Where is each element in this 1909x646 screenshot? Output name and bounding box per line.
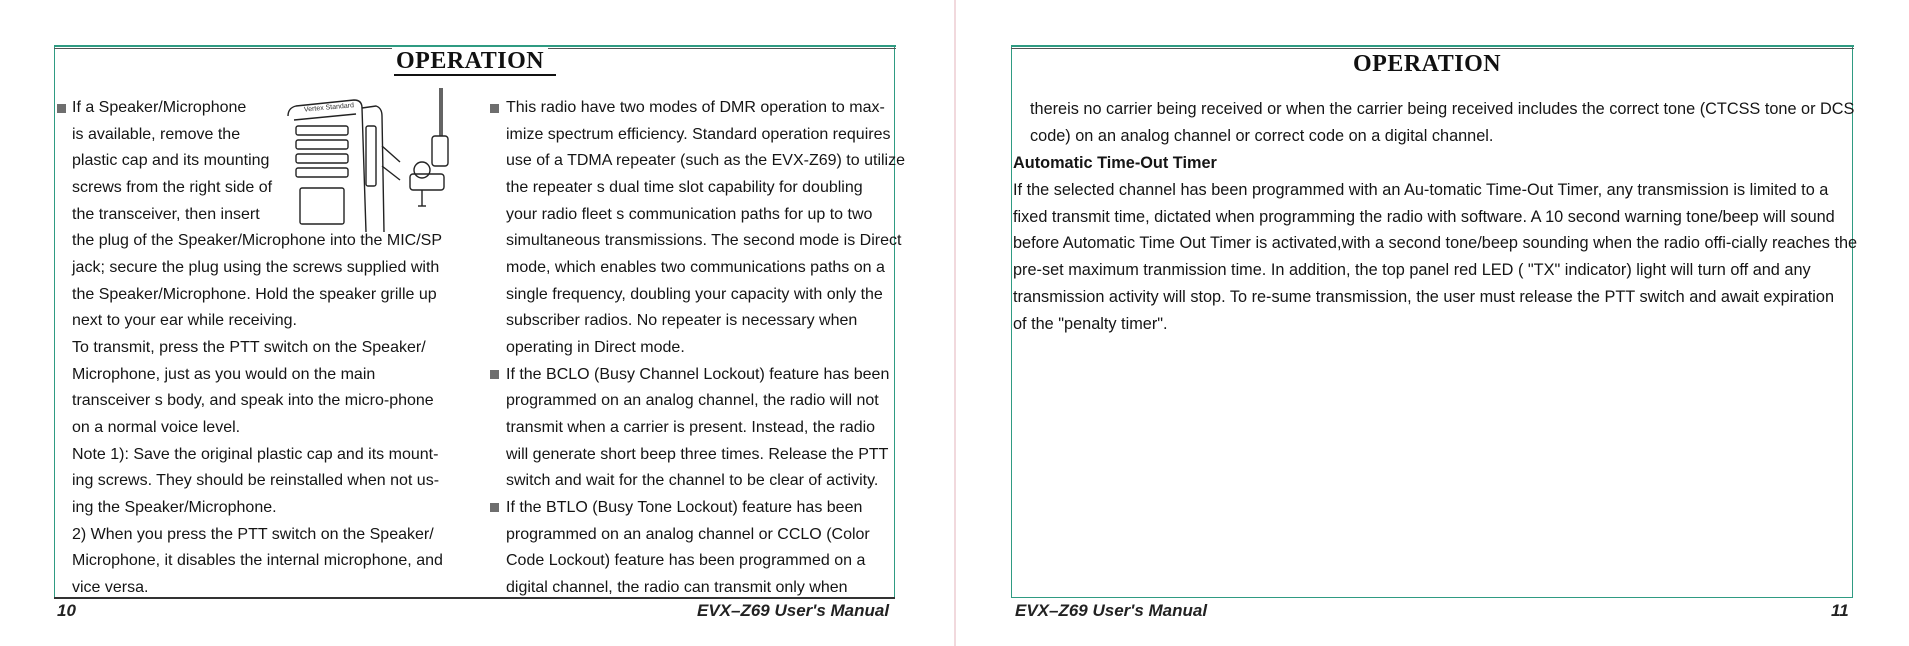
text-line: ing the Speaker/Microphone. <box>72 499 277 516</box>
text-line: the transceiver, then insert <box>72 206 260 223</box>
text-line: transmission activity will stop. To re-sume transmission, the user must release the PTT switch and await expiration <box>1013 288 1835 306</box>
page-spine <box>954 0 956 646</box>
right-page-number: 11 <box>1831 601 1849 620</box>
left-page-number: 10 <box>57 601 76 620</box>
text-line: ing screws. They should be reinstalled when not us- <box>72 472 440 489</box>
text-line: code) on an analog channel or correct code on a digital channel. <box>1030 127 1494 145</box>
right-page-title: OPERATION <box>1349 51 1505 77</box>
text-line: programmed on an analog channel, the radio will not <box>506 392 879 409</box>
text-line: on a normal voice level. <box>72 419 241 436</box>
text-line: pre-set maximum tranmission time. In addition, the top panel red LED ( "TX" indicator) light will turn off and any <box>1013 261 1811 279</box>
text-line: of the "penalty timer". <box>1013 315 1168 333</box>
text-line: transmit when a carrier is present. Instead, the radio <box>506 419 876 436</box>
bullet <box>490 370 499 379</box>
text-line: simultaneous transmissions. The second mode is Direct <box>506 232 902 249</box>
text-line: imize spectrum efficiency. Standard operation requires <box>506 126 891 143</box>
text-line: operating in Direct mode. <box>506 339 685 356</box>
text-line: programmed on an analog channel or CCLO (Color <box>506 526 870 543</box>
text-line: the Speaker/Microphone. Hold the speaker grille up <box>72 286 437 303</box>
text-line: next to your ear while receiving. <box>72 312 297 329</box>
text-line: the plug of the Speaker/Microphone into the MIC/SP <box>72 232 442 249</box>
text-line: vice versa. <box>72 579 149 596</box>
speaker-microphone-illustration <box>282 86 462 234</box>
text-line: This radio have two modes of DMR operation to max- <box>506 99 885 116</box>
text-line: Microphone, just as you would on the main <box>72 366 376 383</box>
svg-text:Vertex Standard: Vertex Standard <box>303 102 355 114</box>
text-line: To transmit, press the PTT switch on the Speaker/ <box>72 339 426 356</box>
text-line: If the BTLO (Busy Tone Lockout) feature has been <box>506 499 863 516</box>
text-line: jack; secure the plug using the screws supplied with <box>72 259 440 276</box>
text-line: mode, which enables two communications paths on a <box>506 259 885 276</box>
text-line: single frequency, doubling your capacity with only the <box>506 286 883 303</box>
text-line: transceiver s body, and speak into the micro-phone <box>72 392 434 409</box>
text-line: before Automatic Time Out Timer is activated,with a second tone/beep sounding when the radio offi-cially reaches the <box>1013 234 1858 252</box>
text-line: screws from the right side of <box>72 179 273 196</box>
text-line: If the selected channel has been programmed with an Au-tomatic Time-Out Timer, any transmission is limited to a <box>1013 181 1829 199</box>
text-line: the repeater s dual time slot capability for doubling <box>506 179 863 196</box>
section-heading: Automatic Time-Out Timer <box>1013 154 1217 172</box>
text-line: your radio fleet s communication paths for up to two <box>506 206 873 223</box>
text-line: fixed transmit time, dictated when programming the radio with software. A 10 second warning tone/beep will sound <box>1013 208 1835 226</box>
text-line: Microphone, it disables the internal microphone, and <box>72 552 443 569</box>
text-line: subscriber radios. No repeater is necessary when <box>506 312 858 329</box>
text-line: will generate short beep three times. Release the PTT <box>506 446 889 463</box>
text-line: is available, remove the <box>72 126 241 143</box>
text-line: switch and wait for the channel to be clear of activity. <box>506 472 879 489</box>
text-line: plastic cap and its mounting <box>72 152 270 169</box>
bullet <box>490 503 499 512</box>
text-line: digital channel, the radio can transmit only when <box>506 579 848 596</box>
text-line: use of a TDMA repeater (such as the EVX-Z69) to utilize <box>506 152 905 169</box>
text-line: If the BCLO (Busy Channel Lockout) feature has been <box>506 366 890 383</box>
text-line: 2) When you press the PTT switch on the Speaker/ <box>72 526 434 543</box>
right-page-manual-title: EVX–Z69 User's Manual <box>1015 601 1208 620</box>
bullet <box>57 104 66 113</box>
bullet <box>490 104 499 113</box>
text-line: thereis no carrier being received or when the carrier being received includes the correct tone (CTCSS tone or DCS <box>1030 100 1855 118</box>
left-page-title: OPERATION <box>392 48 548 74</box>
left-page-manual-title: EVX–Z69 User's Manual <box>697 601 890 620</box>
text-line: Note 1): Save the original plastic cap and its mount- <box>72 446 439 463</box>
text-line: Code Lockout) feature has been programmed on a <box>506 552 866 569</box>
text-line: If a Speaker/Microphone <box>72 99 247 116</box>
